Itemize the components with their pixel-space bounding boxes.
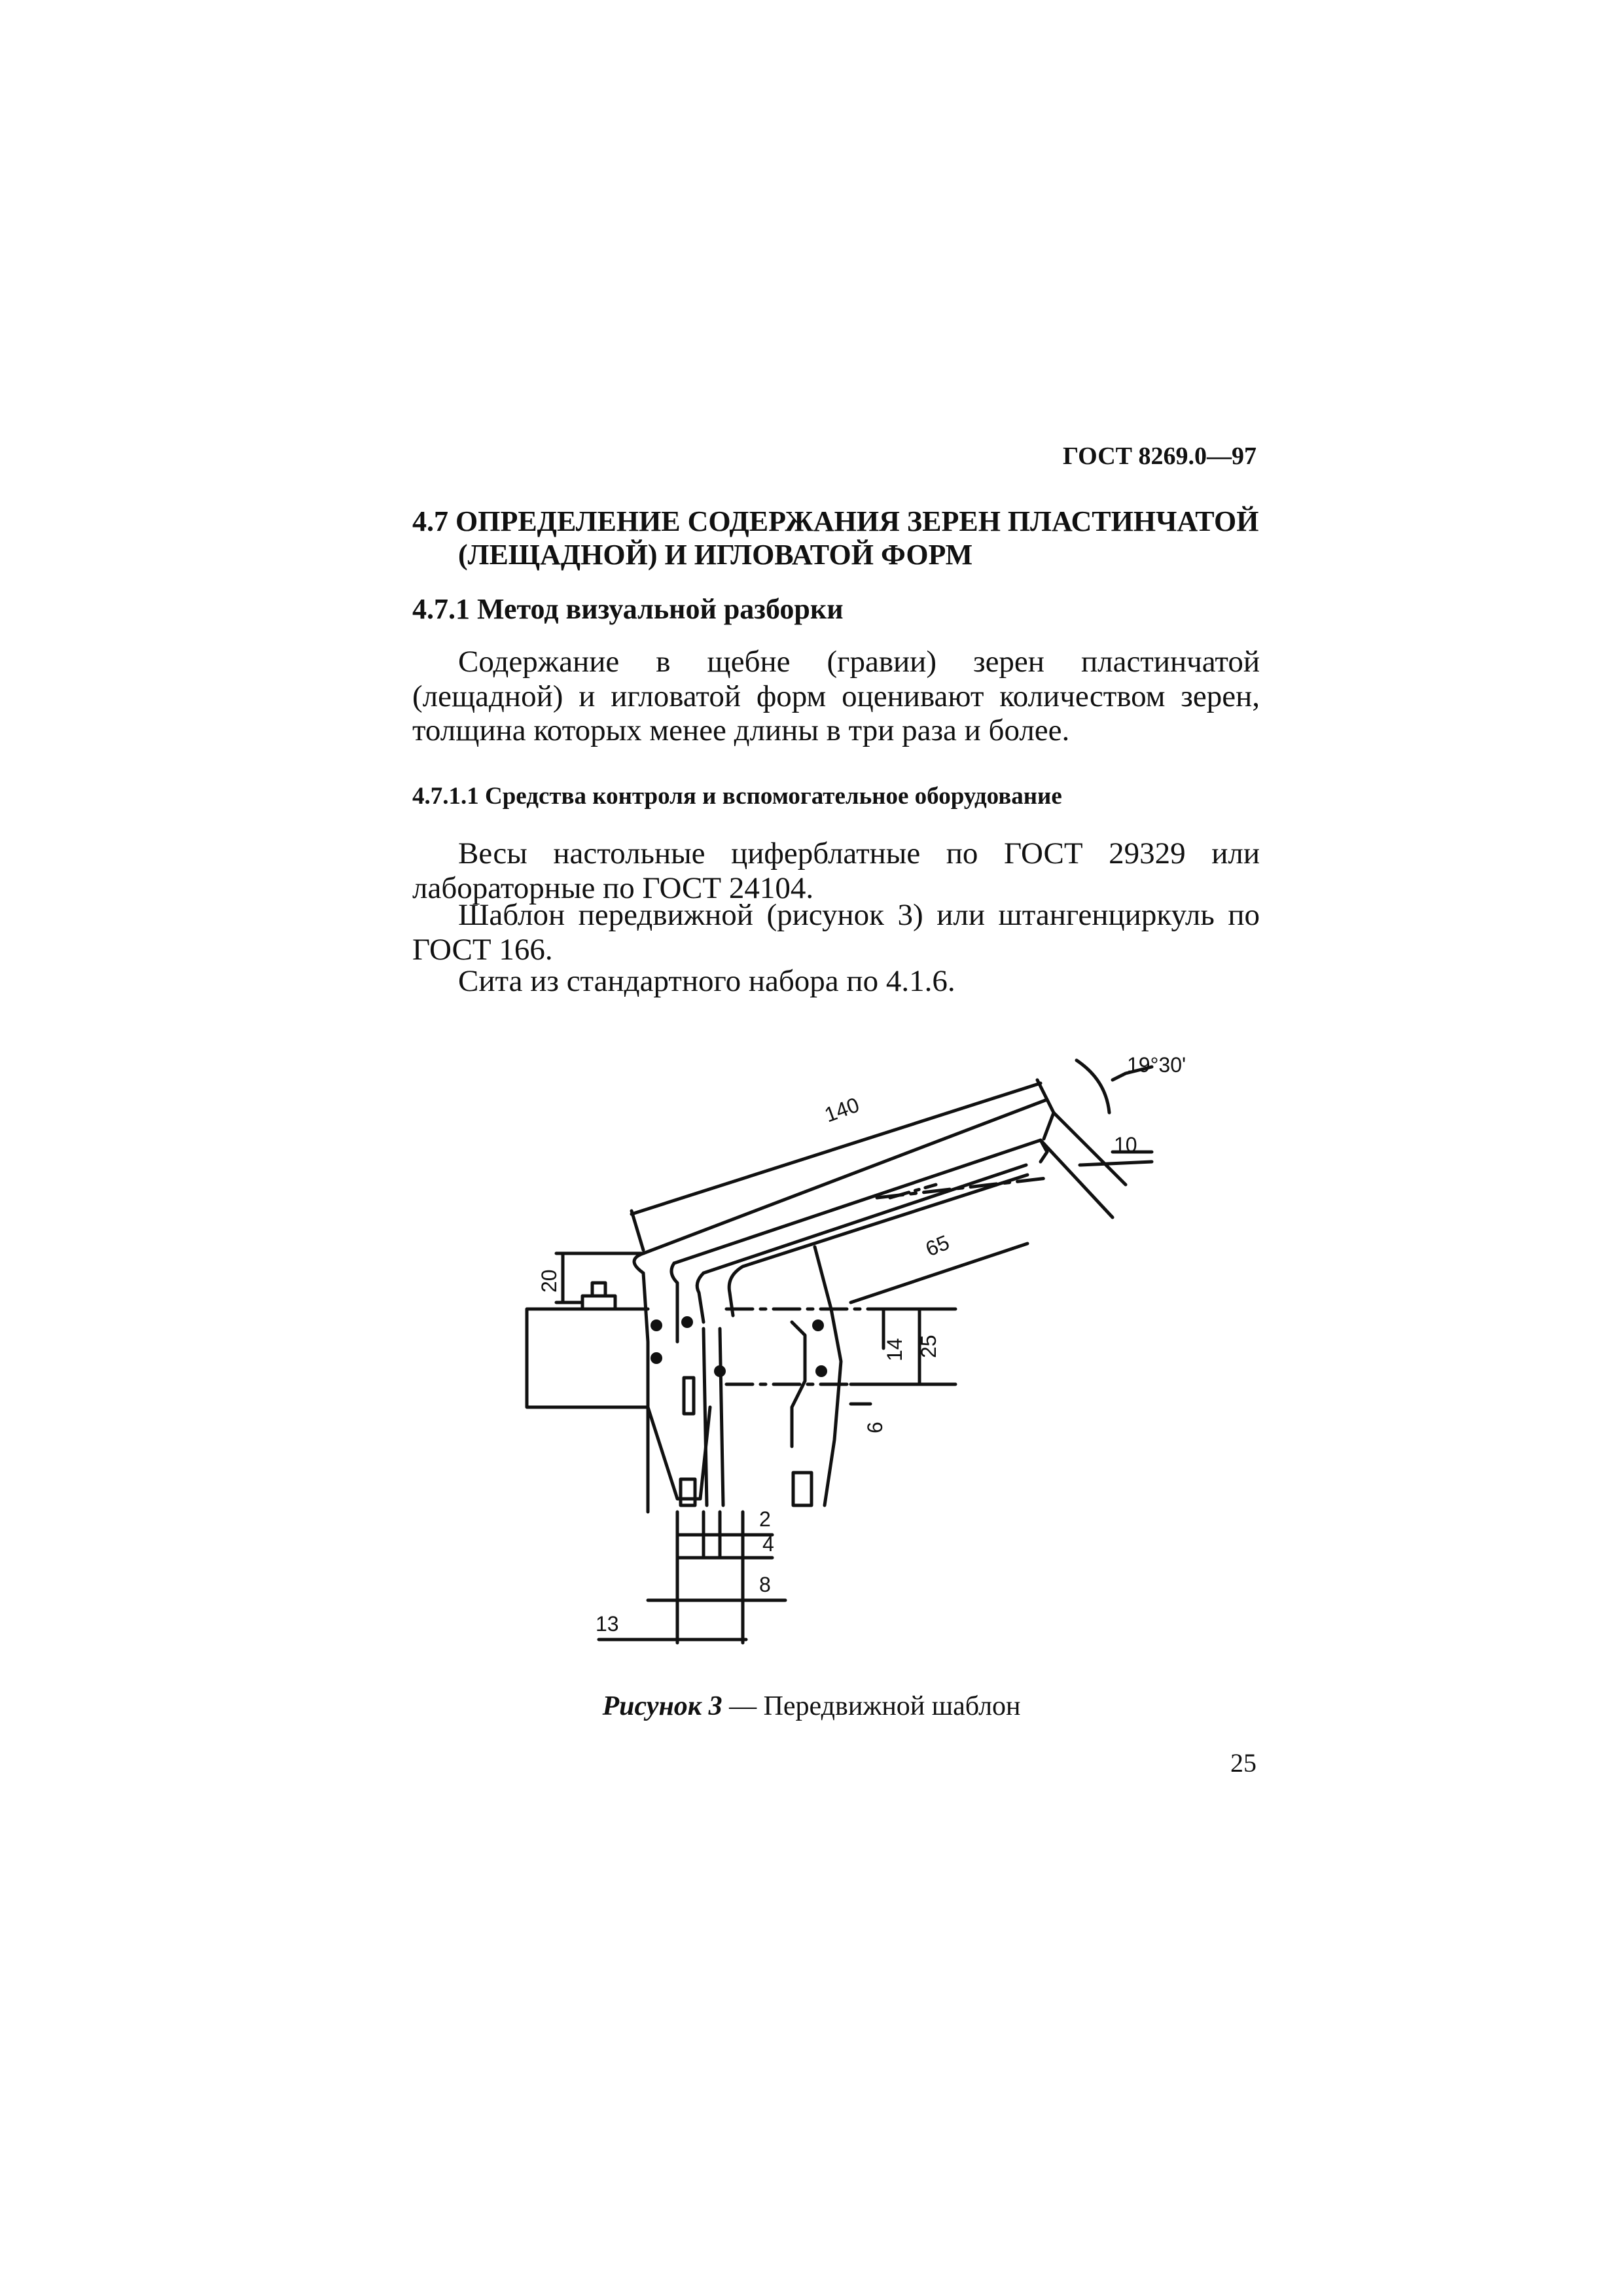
dim-13: 13	[596, 1612, 619, 1636]
equipment-item-1: Весы настольные циферблатные по ГОСТ 29329 или лабораторные по ГОСТ 24104.	[412, 836, 1260, 905]
arm-slot-edge	[704, 1165, 1026, 1273]
page-number: 25	[1230, 1748, 1257, 1778]
dim-14: 14	[883, 1338, 906, 1361]
dim-20: 20	[537, 1269, 561, 1293]
subsection-title: 4.7.1 Метод визуальной разборки	[412, 593, 844, 625]
dim-8: 8	[759, 1573, 771, 1596]
section-title-line1: 4.7 ОПРЕДЕЛЕНИЕ СОДЕРЖАНИЯ ЗЕРЕН ПЛАСТИНЧАТОЙ	[412, 505, 1259, 537]
equipment-item-2: Шаблон передвижной (рисунок 3) или штангенциркуль по ГОСТ 166.	[412, 898, 1260, 967]
dim-140: 140	[821, 1092, 863, 1127]
dim-6: 6	[863, 1422, 887, 1433]
dim-angle: 19°30'	[1127, 1053, 1186, 1077]
dim-10: 10	[1114, 1133, 1137, 1157]
dim-2: 2	[759, 1507, 771, 1531]
dim-25: 25	[917, 1335, 940, 1358]
figure-caption-text: — Передвижной шаблон	[722, 1691, 1021, 1721]
doc-header: ГОСТ 8269.0—97	[1062, 442, 1257, 470]
figure-caption	[0, 1691, 1623, 1722]
slider-edge	[743, 1175, 1027, 1266]
figure-caption-label: Рисунок 3	[602, 1691, 722, 1721]
arm-inner-edge	[674, 1140, 1047, 1263]
equipment-item-3: Сита из стандартного набора по 4.1.6.	[458, 964, 955, 998]
dim-65: 65	[922, 1230, 953, 1261]
paragraph: Содержание в щебне (гравии) зерен пластинчатой (лещадной) и игловатой форм оценивают количеством зерен, толщина которых менее длины в три раза и более.	[412, 645, 1260, 748]
section-title-line2: (ЛЕЩАДНОЙ) И ИГЛОВАТОЙ ФОРМ	[458, 538, 973, 571]
subsubsection-title: 4.7.1.1 Средства контроля и вспомогательное оборудование	[412, 783, 1062, 810]
dim-4: 4	[762, 1532, 774, 1556]
